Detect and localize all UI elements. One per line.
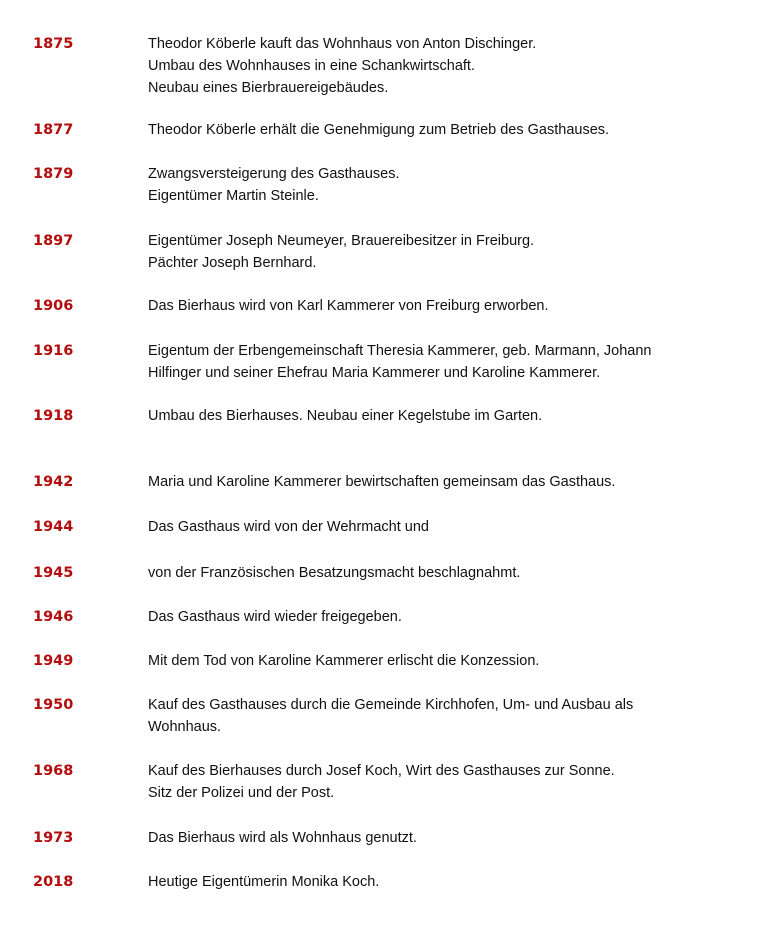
entry-line: Wohnhaus. (148, 719, 222, 735)
entry-line: Maria und Karoline Kammerer bewirtschaften gemeinsam das Gasthaus. (148, 474, 616, 490)
entry-year: 1897 (33, 233, 74, 249)
entry-text (148, 405, 748, 427)
entry-text (148, 340, 748, 384)
entry-year: 2018 (33, 874, 74, 890)
entry-line: Kauf des Gasthauses durch die Gemeinde Kirchhofen, Um- und Ausbau als (148, 697, 634, 713)
entry-year: 1879 (33, 166, 74, 182)
entry-text (148, 650, 748, 672)
entry-year: 1877 (33, 122, 74, 138)
entry-line: von der Französischen Besatzungsmacht beschlagnahmt. (148, 565, 521, 581)
entry-year: 1973 (33, 830, 74, 846)
entry-year: 1950 (33, 697, 74, 713)
entry-line: Das Bierhaus wird als Wohnhaus genutzt. (148, 830, 417, 846)
entry-line: Eigentum der Erbengemeinschaft Theresia Kammerer, geb. Marmann, Johann (148, 343, 652, 359)
entry-line: Heutige Eigentümerin Monika Koch. (148, 874, 380, 890)
entry-line: Das Bierhaus wird von Karl Kammerer von Freiburg erworben. (148, 298, 549, 314)
entry-year: 1968 (33, 763, 74, 779)
entry-line: Kauf des Bierhauses durch Josef Koch, Wirt des Gasthauses zur Sonne. (148, 763, 615, 779)
entry-text (148, 760, 748, 804)
entry-line: Umbau des Wohnhauses in eine Schankwirtschaft. (148, 58, 475, 74)
entry-year: 1945 (33, 565, 74, 581)
entry-year: 1949 (33, 653, 74, 669)
entry-line: Theodor Köberle erhält die Genehmigung zum Betrieb des Gasthauses. (148, 122, 610, 138)
entry-year: 1918 (33, 408, 74, 424)
entry-line: Neubau eines Bierbrauereigebäudes. (148, 80, 389, 96)
entry-text (148, 516, 748, 538)
entry-text (148, 562, 748, 584)
entry-line: Mit dem Tod von Karoline Kammerer erlischt die Konzession. (148, 653, 540, 669)
entry-line: Eigentümer Joseph Neumeyer, Brauereibesitzer in Freiburg. (148, 233, 535, 249)
entry-line: Hilfinger und seiner Ehefrau Maria Kammerer und Karoline Kammerer. (148, 365, 601, 381)
entry-year: 1906 (33, 298, 74, 314)
entry-year: 1944 (33, 519, 74, 535)
entry-text (148, 694, 748, 738)
entry-year: 1946 (33, 609, 74, 625)
entry-text (148, 827, 748, 849)
entry-year: 1875 (33, 36, 74, 52)
entry-text (148, 230, 748, 274)
entry-text (148, 871, 748, 893)
entry-text (148, 471, 748, 493)
entry-line: Sitz der Polizei und der Post. (148, 785, 335, 801)
entry-text (148, 119, 748, 141)
entry-line: Pächter Joseph Bernhard. (148, 255, 317, 271)
entry-line: Theodor Köberle kauft das Wohnhaus von Anton Dischinger. (148, 36, 537, 52)
entry-line: Eigentümer Martin Steinle. (148, 188, 319, 204)
entry-text (148, 295, 748, 317)
entry-year: 1942 (33, 474, 74, 490)
entry-text (148, 33, 748, 99)
entry-text (148, 163, 748, 207)
entry-text (148, 606, 748, 628)
entry-line: Das Gasthaus wird wieder freigegeben. (148, 609, 402, 625)
entry-year: 1916 (33, 343, 74, 359)
entry-line: Umbau des Bierhauses. Neubau einer Kegelstube im Garten. (148, 408, 543, 424)
entry-line: Zwangsversteigerung des Gasthauses. (148, 166, 400, 182)
entry-line: Das Gasthaus wird von der Wehrmacht und (148, 519, 430, 535)
